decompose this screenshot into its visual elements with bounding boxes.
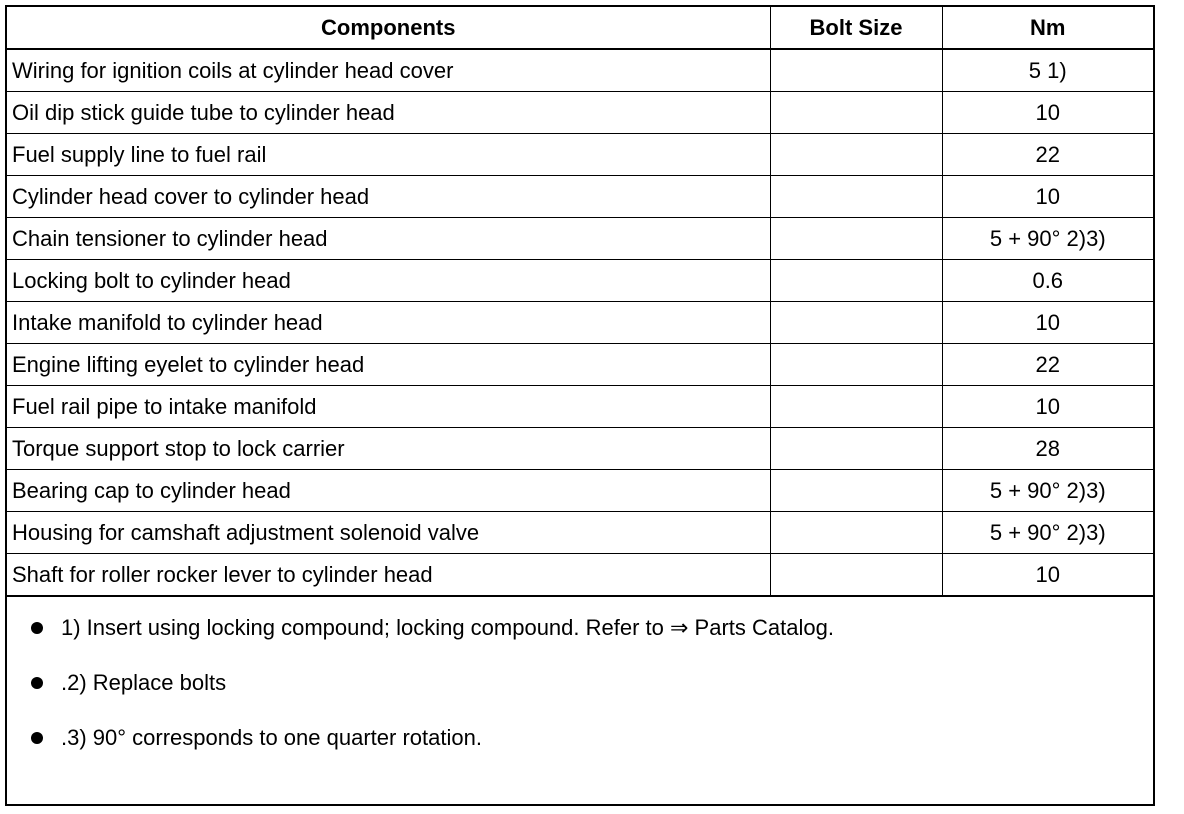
cell-component: Torque support stop to lock carrier xyxy=(7,428,770,470)
cell-nm: 5 + 90° 2)3) xyxy=(942,218,1153,260)
cell-nm: 5 1) xyxy=(942,49,1153,92)
bullet-icon xyxy=(31,677,43,689)
cell-bolt-size xyxy=(770,134,942,176)
footnote-text: 1) Insert using locking compound; locking compound. Refer to ⇒ Parts Catalog. xyxy=(61,615,834,640)
table-row xyxy=(7,428,1153,470)
cell-nm: 10 xyxy=(942,302,1153,344)
bullet-icon xyxy=(31,622,43,634)
footnote-2 xyxy=(31,668,226,698)
cell-nm: 10 xyxy=(942,92,1153,134)
torque-spec-table xyxy=(7,7,1153,597)
table-row xyxy=(7,470,1153,512)
cell-bolt-size xyxy=(770,302,942,344)
table-row xyxy=(7,512,1153,554)
table-row xyxy=(7,218,1153,260)
cell-nm: 0.6 xyxy=(942,260,1153,302)
cell-nm: 10 xyxy=(942,176,1153,218)
cell-nm: 10 xyxy=(942,554,1153,597)
cell-bolt-size xyxy=(770,344,942,386)
cell-bolt-size xyxy=(770,512,942,554)
header-bolt-size: Bolt Size xyxy=(770,7,942,49)
cell-bolt-size xyxy=(770,260,942,302)
cell-component: Cylinder head cover to cylinder head xyxy=(7,176,770,218)
header-nm: Nm xyxy=(942,7,1153,49)
cell-nm: 5 + 90° 2)3) xyxy=(942,470,1153,512)
cell-component: Wiring for ignition coils at cylinder head cover xyxy=(7,49,770,92)
footnote-3 xyxy=(31,723,482,753)
cell-bolt-size xyxy=(770,554,942,597)
cell-bolt-size xyxy=(770,428,942,470)
cell-bolt-size xyxy=(770,470,942,512)
table-row xyxy=(7,302,1153,344)
cell-component: Locking bolt to cylinder head xyxy=(7,260,770,302)
cell-component: Bearing cap to cylinder head xyxy=(7,470,770,512)
cell-bolt-size xyxy=(770,49,942,92)
table-row xyxy=(7,92,1153,134)
cell-nm: 5 + 90° 2)3) xyxy=(942,512,1153,554)
torque-spec-document xyxy=(5,5,1155,806)
footnote-text: .2) Replace bolts xyxy=(61,670,227,695)
cell-bolt-size xyxy=(770,176,942,218)
cell-component: Chain tensioner to cylinder head xyxy=(7,218,770,260)
cell-bolt-size xyxy=(770,92,942,134)
cell-component: Oil dip stick guide tube to cylinder head xyxy=(7,92,770,134)
table-row xyxy=(7,386,1153,428)
cell-component: Shaft for roller rocker lever to cylinder head xyxy=(7,554,770,597)
cell-component: Engine lifting eyelet to cylinder head xyxy=(7,344,770,386)
table-header-row xyxy=(7,7,1153,49)
cell-component: Fuel rail pipe to intake manifold xyxy=(7,386,770,428)
header-components: Components xyxy=(7,7,770,49)
bullet-icon xyxy=(31,732,43,744)
table-row xyxy=(7,176,1153,218)
table-row xyxy=(7,260,1153,302)
footnote-1 xyxy=(31,613,834,643)
table-row xyxy=(7,134,1153,176)
table-row xyxy=(7,49,1153,92)
cell-bolt-size xyxy=(770,386,942,428)
cell-nm: 22 xyxy=(942,344,1153,386)
cell-nm: 22 xyxy=(942,134,1153,176)
cell-component: Housing for camshaft adjustment solenoid valve xyxy=(7,512,770,554)
cell-bolt-size xyxy=(770,218,942,260)
footnote-text: .3) 90° corresponds to one quarter rotation. xyxy=(61,725,482,750)
cell-nm: 10 xyxy=(942,386,1153,428)
cell-nm: 28 xyxy=(942,428,1153,470)
table-row xyxy=(7,554,1153,597)
cell-component: Intake manifold to cylinder head xyxy=(7,302,770,344)
table-row xyxy=(7,344,1153,386)
cell-component: Fuel supply line to fuel rail xyxy=(7,134,770,176)
